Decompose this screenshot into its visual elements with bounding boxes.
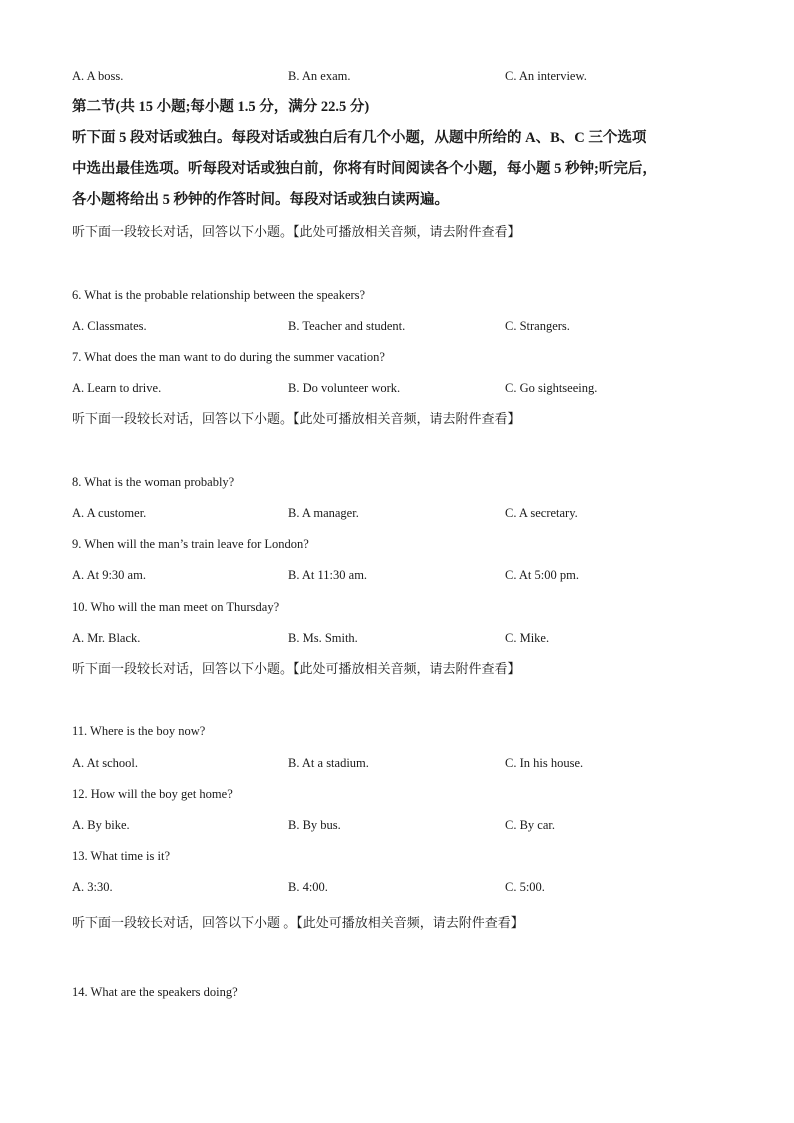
- q12-option-a: A. By bike.: [72, 818, 130, 832]
- q12-option-c: C. By car.: [505, 818, 555, 832]
- q9-option-c: C. At 5:00 pm.: [505, 568, 579, 582]
- audio-note-2: 听下面一段较长对话，回答以下小题。【此处可播放相关音频，请去附件查看】: [72, 411, 521, 426]
- q8-option-b: B. A manager.: [288, 506, 359, 520]
- q11-option-a: A. At school.: [72, 756, 138, 770]
- q8-option-c: C. A secretary.: [505, 506, 578, 520]
- q11-option-b: B. At a stadium.: [288, 756, 369, 770]
- q13-option-c: C. 5:00.: [505, 880, 545, 894]
- audio-note-4: 听下面一段较长对话，回答以下小题 。【此处可播放相关音频，请去附件查看】: [72, 915, 524, 930]
- audio-note-3: 听下面一段较长对话，回答以下小题。【此处可播放相关音频，请去附件查看】: [72, 661, 521, 676]
- instruction-line-2: 中选出最佳选项。听每段对话或独白前，你将有时间阅读各个小题，每小题 5 秒钟;听完后，: [72, 161, 657, 177]
- prev-option-c: C. An interview.: [505, 69, 587, 83]
- instruction-line-1: 听下面 5 段对话或独白。每段对话或独白后有几个小题，从题中所给的 A、B、C 三个选项: [72, 130, 647, 146]
- q12-option-b: B. By bus.: [288, 818, 341, 832]
- q7-option-a: A. Learn to drive.: [72, 381, 162, 395]
- question-13: 13. What time is it?: [72, 849, 171, 863]
- question-6: 6. What is the probable relationship between the speakers?: [72, 288, 366, 302]
- instruction-line-3: 各小题将给出 5 秒钟的作答时间。每段对话或独白读两遍。: [72, 192, 449, 208]
- q6-option-a: A. Classmates.: [72, 319, 147, 333]
- question-14: 14. What are the speakers doing?: [72, 985, 238, 999]
- question-12: 12. How will the boy get home?: [72, 787, 233, 801]
- prev-option-b: B. An exam.: [288, 69, 351, 83]
- q6-option-c: C. Strangers.: [505, 319, 570, 333]
- q7-option-c: C. Go sightseeing.: [505, 381, 598, 395]
- q8-option-a: A. A customer.: [72, 506, 147, 520]
- question-8: 8. What is the woman probably?: [72, 475, 235, 489]
- prev-option-a: A. A boss.: [72, 69, 124, 83]
- q13-option-a: A. 3:30.: [72, 880, 113, 894]
- question-7: 7. What does the man want to do during the summer vacation?: [72, 350, 385, 364]
- q6-option-b: B. Teacher and student.: [288, 319, 406, 333]
- question-10: 10. Who will the man meet on Thursday?: [72, 600, 280, 614]
- q11-option-c: C. In his house.: [505, 756, 584, 770]
- q13-option-b: B. 4:00.: [288, 880, 328, 894]
- q7-option-b: B. Do volunteer work.: [288, 381, 401, 395]
- section-heading: 第二节(共 15 小题;每小题 1.5 分，满分 22.5 分): [72, 99, 370, 115]
- q9-option-b: B. At 11:30 am.: [288, 568, 368, 582]
- q9-option-a: A. At 9:30 am.: [72, 568, 146, 582]
- audio-note-1: 听下面一段较长对话，回答以下小题。【此处可播放相关音频，请去附件查看】: [72, 224, 521, 239]
- q10-option-c: C. Mike.: [505, 631, 550, 645]
- q10-option-b: B. Ms. Smith.: [288, 631, 358, 645]
- question-11: 11. Where is the boy now?: [72, 724, 206, 738]
- q10-option-a: A. Mr. Black.: [72, 631, 141, 645]
- question-9: 9. When will the man’s train leave for London?: [72, 537, 309, 551]
